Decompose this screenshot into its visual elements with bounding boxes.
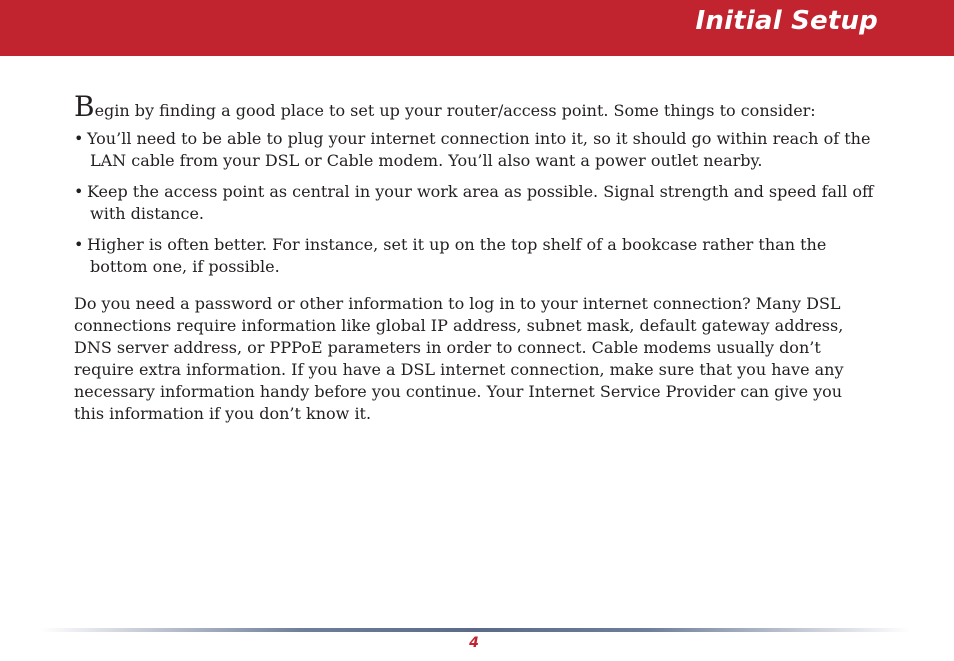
footer-divider bbox=[40, 628, 910, 632]
considerations-list bbox=[74, 128, 881, 278]
list-item bbox=[74, 128, 881, 172]
bullet-icon: • bbox=[74, 235, 84, 254]
list-item-text: Keep the access point as central in your work area as possible. Signal strength and speed fall off with distance. bbox=[87, 182, 874, 223]
list-item-text: Higher is often better. For instance, set it up on the top shelf of a bookcase rather than the bottom one, if possible. bbox=[87, 235, 827, 276]
list-item-text: You’ll need to be able to plug your internet connection into it, so it should go within reach of the LAN cable from your DSL or Cable modem. You’ll also want a power outlet nearby. bbox=[87, 129, 871, 170]
list-item bbox=[74, 181, 881, 225]
list-item bbox=[74, 234, 881, 278]
header-bar bbox=[0, 0, 954, 56]
drop-cap: B bbox=[74, 90, 95, 123]
intro-paragraph bbox=[74, 90, 881, 123]
bullet-icon: • bbox=[74, 182, 84, 201]
main-content bbox=[74, 90, 881, 425]
intro-text: egin by finding a good place to set up your router/access point. Some things to consider: bbox=[94, 101, 816, 120]
closing-paragraph: Do you need a password or other information to log in to your internet connection? Many DSL connections require information like global IP address, subnet mask, default gateway address, DNS server address, or PPPoE parameters in order to connect. Cable modems usually don’t require extra information. If you have a DSL internet connection, make sure that you have any necessary information handy before you continue. Your Internet Service Provider can give you this information if you don’t know it. bbox=[74, 294, 844, 423]
page-number: 4 bbox=[469, 635, 479, 651]
page-title: Initial Setup bbox=[695, 6, 878, 36]
bullet-icon: • bbox=[74, 129, 84, 148]
